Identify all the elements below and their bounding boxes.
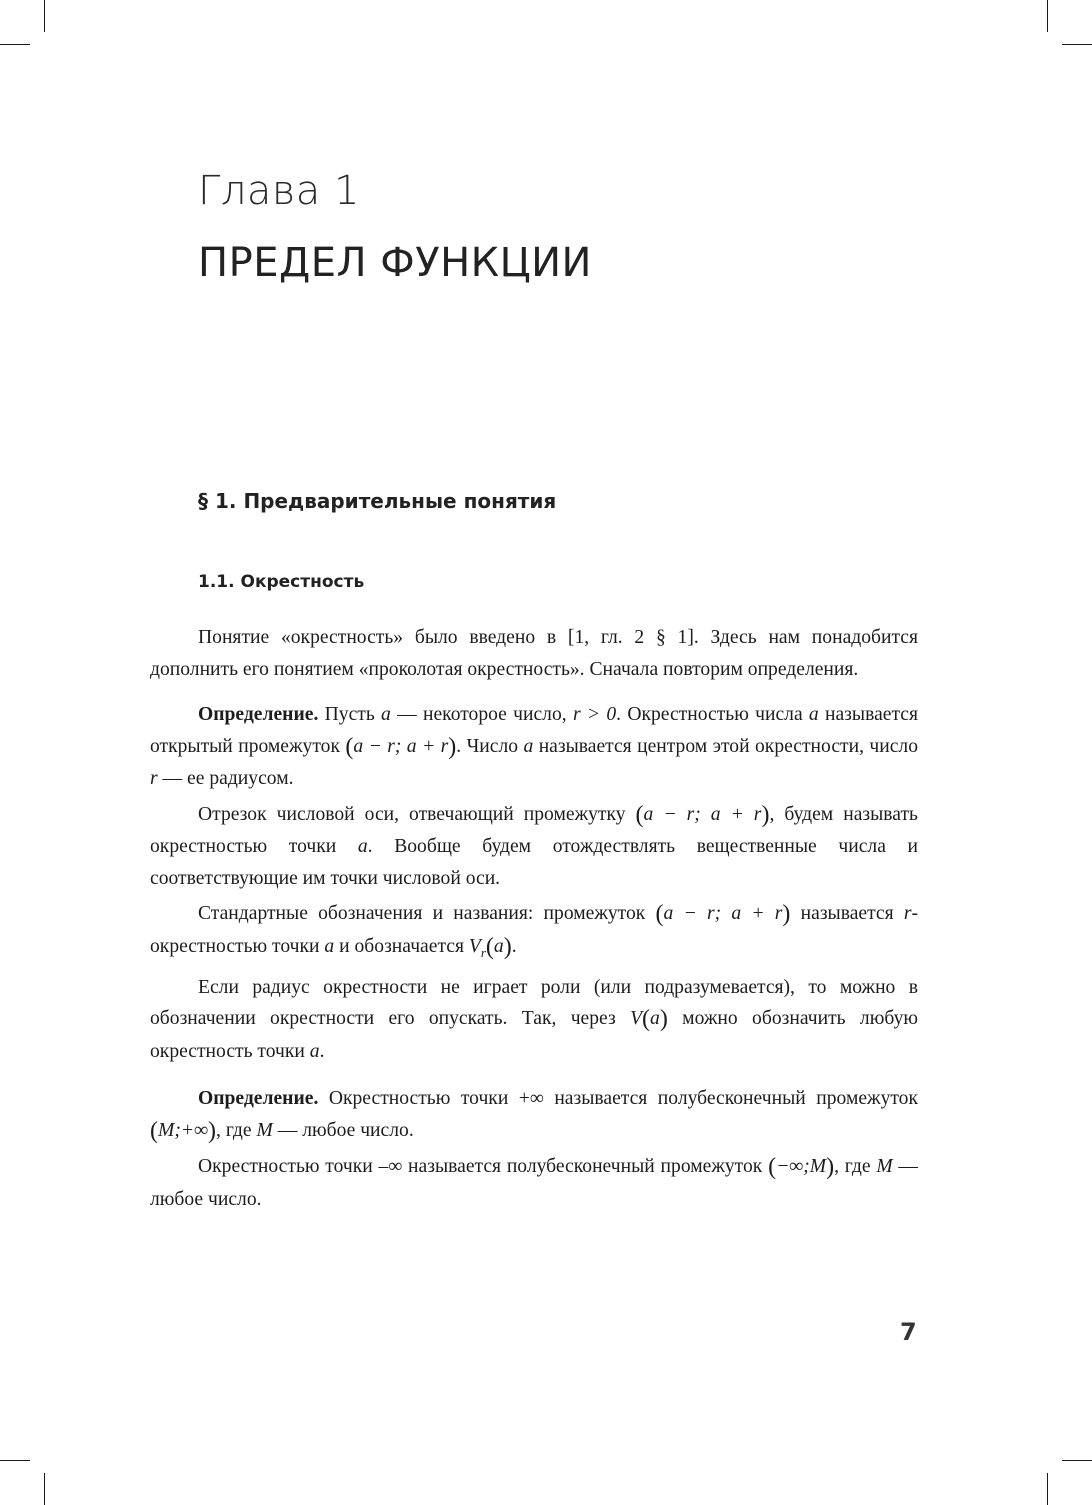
body-text: [150, 622, 918, 1215]
paragraph-radius: Если радиус окрестности не играет роли (или подразумевается), то можно в обозначении окрестности его опускать. Так, через V(a) можно обозначить любую окрестность точки a.: [150, 976, 919, 1062]
math-interval: a − r; a + r: [353, 735, 449, 757]
intro-paragraph: Понятие «окрестность» было введено в [1, гл. 2 § 1]. Здесь нам понадобится дополнить его понятием «проколотая окрестность». Сначала повторим определения.: [150, 627, 918, 680]
crop-mark-top-right-v: [1047, 0, 1048, 32]
math-a: a: [523, 735, 534, 757]
math-interval: a − r; a + r: [643, 803, 762, 825]
paragraph-notation: Стандартные обозначения и названия: промежуток (a − r; a + r) называется r-окрестностью точки a и обозначается $V_r(a)$.: [150, 901, 919, 960]
math-r: r: [903, 903, 912, 924]
crop-mark-bottom-left-h: [0, 1460, 30, 1461]
crop-mark-bottom-right-v: [1047, 1473, 1048, 1505]
math-a: a: [650, 1008, 660, 1030]
paragraph-minus-infinity: Окрестностью точки –∞ называется полубесконечный промежуток (−∞;M), где M — любое число.: [150, 1154, 919, 1210]
math-M: M: [256, 1119, 273, 1141]
math-V: V: [468, 935, 481, 957]
math-interval: a − r; a + r: [663, 903, 783, 924]
math-a: a: [493, 935, 504, 957]
math-V: V: [630, 1008, 643, 1030]
definition-label: Определение.: [198, 704, 319, 725]
math-a: a: [324, 935, 335, 957]
chapter-title: ПРЕДЕЛ ФУНКЦИИ: [198, 240, 592, 286]
math-subscript-r: r: [480, 944, 486, 960]
definition-paragraph-2: Определение. Окрестностью точки +∞ называется полубесконечный промежуток (M;+∞), где M — любое число.: [150, 1088, 918, 1144]
subsection-title: 1.1. Окрестность: [198, 572, 365, 592]
math-a: a: [309, 1040, 320, 1062]
math-minus-inf-interval: −∞;M: [776, 1156, 827, 1178]
crop-mark-bottom-right-h: [1062, 1460, 1092, 1461]
math-M: M: [876, 1156, 893, 1178]
section-title: § 1. Предварительные понятия: [198, 489, 557, 513]
math-a: a: [357, 836, 368, 857]
definition-paragraph-1: Определение. Пусть a — некоторое число, r > 0. Окрестностью числа a называется открытый промежуток (a − r; a + r). Число a называется центром этой окрестности, число r — ее радиусом.: [150, 704, 918, 789]
crop-mark-top-right-h: [1062, 44, 1092, 45]
chapter-label: Глава 1: [198, 168, 360, 214]
paragraph-segment: Отрезок числовой оси, отвечающий промежутку (a − r; a + r), будем называть окрестностью точки a. Вообще будем отождествлять вещественные числа и соответствующие им точки числовой оси.: [150, 801, 918, 889]
page-number: 7: [900, 1318, 917, 1346]
definition-label: Определение.: [198, 1088, 319, 1110]
math-plus-inf-interval: M;+∞: [158, 1119, 209, 1141]
math-r-gt-0: r > 0: [572, 704, 617, 725]
math-a: a: [381, 704, 391, 725]
math-r: r: [150, 768, 158, 789]
crop-mark-top-left-h: [0, 44, 30, 45]
crop-mark-bottom-left-v: [44, 1473, 45, 1505]
crop-mark-top-left-v: [44, 0, 45, 32]
math-a: a: [808, 704, 819, 725]
